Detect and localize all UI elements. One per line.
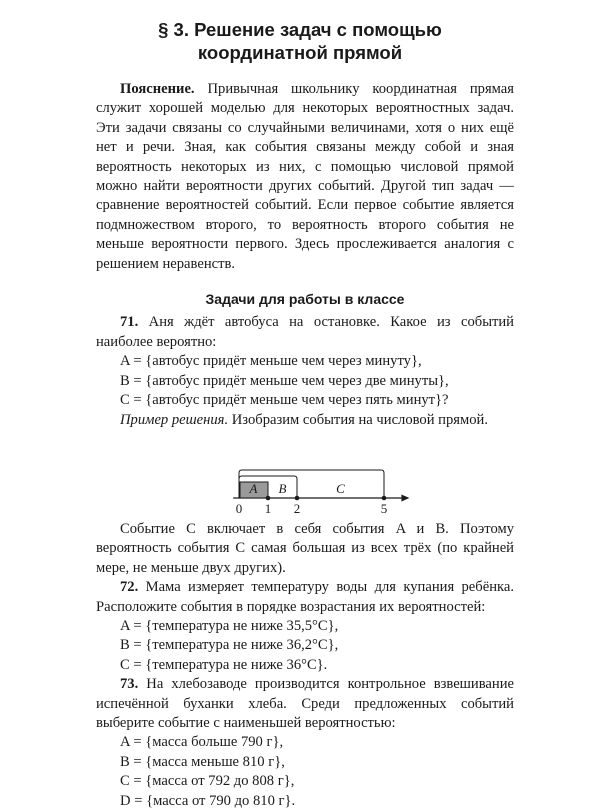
- task-71-number: 71.: [120, 314, 139, 331]
- task-73-number: 73.: [120, 676, 139, 693]
- task-71-example: [96, 411, 514, 430]
- example-text: Изобразим события на числовой прямой.: [228, 411, 488, 428]
- task-73-event-d: D = {масса от 790 до 810 г}.: [120, 792, 296, 809]
- task-71-event-c: C = {автобус придёт меньше чем через пять минут}?: [120, 392, 449, 409]
- example-label: Пример решения.: [120, 411, 229, 428]
- point-5: [382, 496, 387, 501]
- interval-label-a: A: [249, 480, 258, 496]
- number-line-svg: [96, 438, 514, 518]
- task-71-event-b: B = {автобус придёт меньше чем через две минуты},: [120, 372, 449, 389]
- section-title: [100, 18, 500, 64]
- task-72-event-c: C = {температура не ниже 36°C}.: [120, 656, 328, 673]
- subheading: Задачи для работы в классе: [205, 291, 405, 308]
- task-73-text: На хлебозаводе производится контрольное взвешивание испечённой буханки хлеба. Среди предложенных событий выберите событие с наименьшей вероятностью:: [96, 676, 514, 731]
- tick-label-2: 2: [293, 500, 301, 516]
- interval-label-b: B: [278, 480, 287, 496]
- task-73-event-b: B = {масса меньше 810 г},: [120, 753, 285, 770]
- section-title-line2: координатной прямой: [197, 42, 403, 63]
- number-line-diagram: [96, 438, 514, 518]
- task-72-event-a: A = {температура не ниже 35,5°C},: [120, 617, 339, 634]
- task-72-event-b: B = {температура не ниже 36,2°C},: [120, 637, 339, 654]
- task-72-number: 72.: [120, 579, 139, 596]
- interval-label-c: C: [336, 480, 345, 496]
- task-73: [96, 675, 514, 733]
- task-72: [96, 578, 514, 617]
- task-71-event-a: A = {автобус придёт меньше чем через минуту},: [120, 353, 422, 370]
- point-1: [266, 496, 271, 501]
- point-2: [295, 496, 300, 501]
- task-73-event-c: C = {масса от 792 до 808 г},: [120, 773, 295, 790]
- explanation-text: Привычная школьнику координатная прямая служит хорошей моделью для некоторых вероятностных задач. Эти задачи связаны со случайными величинами, хотя о них ещё нет и речи. Зная, как события связаны между собой и зная вероятность некоторых из них, с помощью числовой прямой можно найти вероятности других событий. Другой тип задач — сравнение вероятностей событий. Если первое событие является подмножеством второго, то вероятность второго события не меньше вероятности первого. Здесь прослеживается аналогия с решением неравенств.: [96, 81, 514, 272]
- number-line-arrow: [401, 494, 409, 501]
- task-71-text: Аня ждёт автобуса на остановке. Какое из событий наиболее вероятно:: [96, 314, 514, 350]
- task-72-text: Мама измеряет температуру воды для купания ребёнка. Расположите события в порядке возрастания их вероятностей:: [96, 579, 514, 615]
- explanation-paragraph: [96, 80, 514, 274]
- section-title-line1: § 3. Решение задач с помощью: [158, 19, 442, 40]
- task-71: [96, 313, 514, 352]
- page-content: [96, 80, 514, 811]
- task-73-event-a: A = {масса больше 790 г},: [120, 734, 284, 751]
- tick-label-5: 5: [380, 500, 388, 516]
- task-71-conclusion: Событие C включает в себя события A и B. Поэтому вероятность события C самая большая из всех трёх (по крайней мере, не меньше двух других).: [96, 520, 514, 576]
- tick-label-1: 1: [264, 500, 272, 516]
- explanation-label: Пояснение.: [120, 81, 195, 97]
- tick-label-0: 0: [235, 500, 243, 516]
